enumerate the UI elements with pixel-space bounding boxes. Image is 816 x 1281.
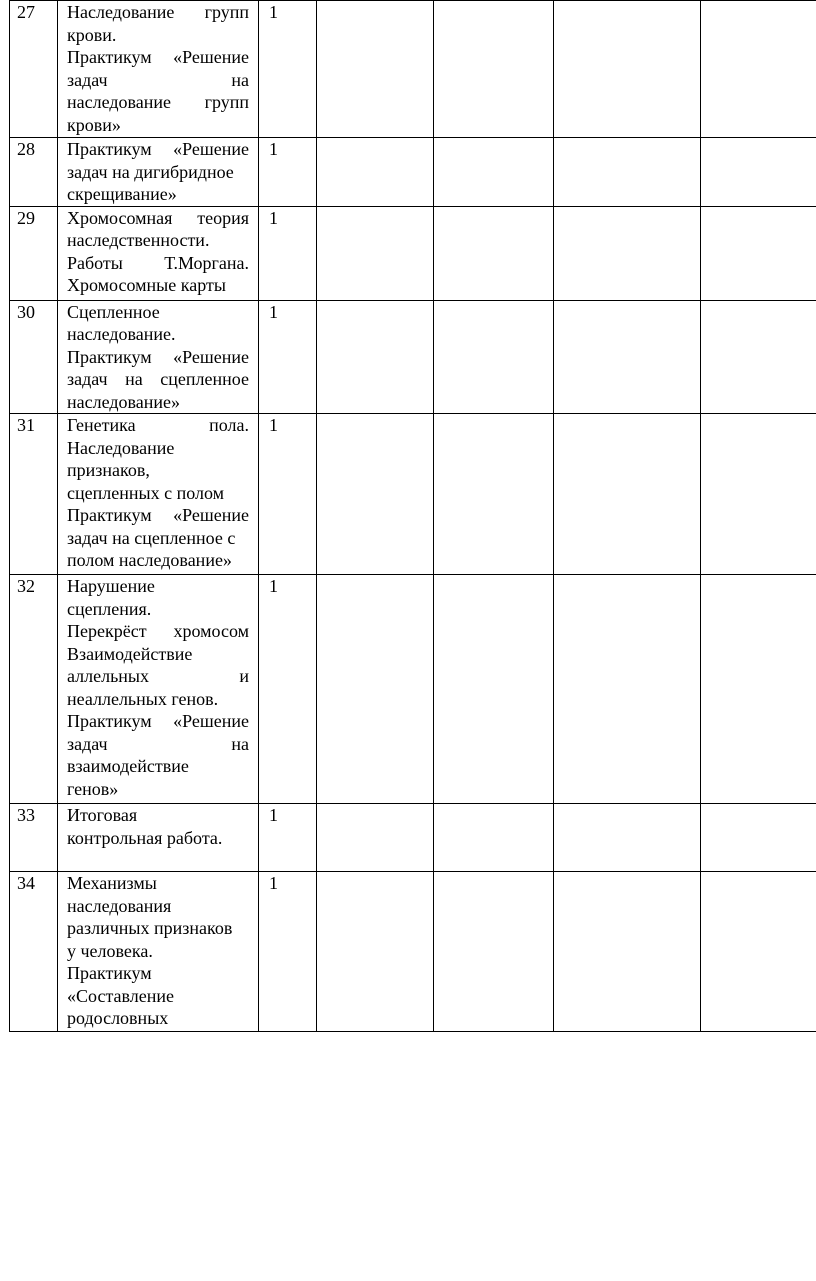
empty-cell bbox=[317, 804, 434, 872]
table-row bbox=[10, 206, 816, 300]
topic-line bbox=[67, 414, 249, 437]
topic-line bbox=[67, 733, 249, 756]
topic-word: Нарушение bbox=[67, 576, 155, 596]
empty-cell bbox=[701, 414, 816, 575]
topic-word: различных признаков bbox=[67, 918, 233, 938]
empty-cell bbox=[434, 804, 554, 872]
table-body bbox=[10, 1, 816, 1032]
topic-line bbox=[67, 138, 249, 161]
topic-line bbox=[67, 643, 249, 666]
table-row bbox=[10, 575, 816, 804]
table-row bbox=[10, 414, 816, 575]
topic-word: и bbox=[239, 666, 249, 686]
topic-line bbox=[67, 183, 249, 206]
empty-cell bbox=[701, 804, 816, 872]
topic-word: неаллельных генов. bbox=[67, 688, 219, 709]
lesson-hours-cell bbox=[259, 575, 317, 804]
topic-line bbox=[67, 665, 249, 688]
topic-line bbox=[67, 207, 249, 230]
topic-word: Практикум bbox=[67, 963, 152, 983]
topic-word: сцепленное bbox=[160, 369, 249, 389]
topic-word: «Решение bbox=[173, 711, 249, 731]
topic-line bbox=[67, 985, 249, 1008]
topic-word: наследование. bbox=[67, 324, 176, 344]
empty-cell bbox=[317, 206, 434, 300]
topic-word: «Решение bbox=[173, 505, 249, 525]
topic-word: Практикум bbox=[67, 711, 152, 731]
topic-word: Сцепленное bbox=[67, 301, 160, 322]
lesson-topic-cell bbox=[58, 575, 259, 804]
topic-word: признаков, bbox=[67, 460, 150, 480]
lesson-number-cell: 27 bbox=[10, 1, 58, 138]
topic-word: Практикум bbox=[67, 505, 152, 525]
empty-cell bbox=[701, 872, 816, 1032]
topic-line bbox=[67, 46, 249, 69]
topic-word: Генетика bbox=[67, 415, 136, 435]
lesson-number-cell: 33 bbox=[10, 804, 58, 872]
topic-word: наследование bbox=[67, 92, 172, 112]
topic-line bbox=[67, 804, 249, 827]
lesson-hours-value: 1 bbox=[269, 873, 278, 893]
empty-cell bbox=[434, 206, 554, 300]
topic-word: Механизмы bbox=[67, 873, 157, 893]
topic-word: Хромосомные карты bbox=[67, 275, 226, 295]
topic-line bbox=[67, 549, 249, 572]
lesson-topic-cell bbox=[58, 1, 259, 138]
topic-line bbox=[67, 323, 249, 346]
empty-cell bbox=[554, 804, 701, 872]
topic-word: крови» bbox=[67, 114, 121, 135]
topic-word: наследование» bbox=[67, 391, 181, 412]
lesson-topic-cell bbox=[58, 300, 259, 414]
topic-word: Наследование bbox=[67, 2, 175, 22]
lesson-hours-value: 1 bbox=[269, 805, 278, 825]
topic-word: «Решение bbox=[173, 47, 249, 67]
lesson-topic-text bbox=[58, 301, 258, 414]
topic-line bbox=[67, 710, 249, 733]
topic-line bbox=[67, 755, 249, 778]
lesson-hours-value: 1 bbox=[269, 207, 278, 228]
topic-word: наследственности. bbox=[67, 230, 210, 250]
topic-word: наследования bbox=[67, 895, 172, 916]
table-row bbox=[10, 138, 816, 207]
lesson-hours-value: 1 bbox=[269, 301, 278, 322]
topic-line bbox=[67, 91, 249, 114]
empty-cell bbox=[434, 872, 554, 1032]
topic-word: Наследование bbox=[67, 437, 175, 458]
topic-word: Практикум bbox=[67, 47, 152, 67]
lesson-topic-text bbox=[58, 207, 258, 297]
lesson-number-cell: 34 bbox=[10, 872, 58, 1032]
topic-line bbox=[67, 778, 249, 801]
topic-line bbox=[67, 827, 249, 850]
lesson-hours-cell bbox=[259, 804, 317, 872]
topic-line bbox=[67, 504, 249, 527]
topic-line bbox=[67, 917, 249, 940]
lesson-number-cell: 28 bbox=[10, 138, 58, 207]
lesson-topic-cell bbox=[58, 872, 259, 1032]
topic-line bbox=[67, 368, 249, 391]
lesson-hours-cell bbox=[259, 300, 317, 414]
topic-line bbox=[67, 598, 249, 621]
table-row bbox=[10, 300, 816, 414]
lesson-hours-value: 1 bbox=[269, 415, 278, 435]
topic-word: Работы bbox=[67, 252, 123, 273]
topic-word: сцепленных с полом bbox=[67, 482, 224, 503]
topic-word: «Решение bbox=[173, 139, 249, 159]
empty-cell bbox=[434, 575, 554, 804]
lesson-hours-cell bbox=[259, 872, 317, 1032]
empty-cell bbox=[317, 575, 434, 804]
empty-cell bbox=[317, 414, 434, 575]
lesson-hours-value: 1 bbox=[269, 576, 278, 596]
empty-cell bbox=[434, 138, 554, 207]
lesson-hours-value: 1 bbox=[269, 139, 278, 159]
topic-line bbox=[67, 391, 249, 414]
topic-word: на bbox=[231, 69, 249, 90]
topic-word: Практикум bbox=[67, 139, 152, 159]
table-row bbox=[10, 804, 816, 872]
lesson-topic-text bbox=[58, 804, 258, 849]
topic-line bbox=[67, 962, 249, 985]
topic-line bbox=[67, 895, 249, 918]
topic-line bbox=[67, 252, 249, 275]
topic-line bbox=[67, 872, 249, 895]
topic-line bbox=[67, 940, 249, 963]
empty-cell bbox=[554, 872, 701, 1032]
lesson-hours-cell bbox=[259, 414, 317, 575]
topic-line bbox=[67, 274, 249, 297]
topic-word: Перекрёст bbox=[67, 621, 147, 641]
lesson-topic-text bbox=[58, 138, 258, 206]
empty-cell bbox=[434, 300, 554, 414]
topic-word: Т.Моргана. bbox=[164, 252, 249, 273]
topic-line bbox=[67, 1007, 249, 1030]
topic-word: генов» bbox=[67, 778, 119, 799]
topic-word: Хромосомная bbox=[67, 207, 173, 228]
lesson-number-cell: 29 bbox=[10, 206, 58, 300]
topic-word: сцепления. bbox=[67, 598, 152, 619]
empty-cell bbox=[701, 575, 816, 804]
empty-cell bbox=[701, 1, 816, 138]
lesson-topic-text bbox=[58, 1, 258, 136]
topic-word: аллельных bbox=[67, 666, 150, 686]
topic-line bbox=[67, 688, 249, 711]
topic-word: хромосом bbox=[173, 621, 249, 641]
lesson-hours-cell bbox=[259, 206, 317, 300]
topic-line bbox=[67, 482, 249, 505]
topic-word: полом наследование» bbox=[67, 550, 232, 570]
lesson-topic-cell bbox=[58, 414, 259, 575]
lesson-hours-value: 1 bbox=[269, 2, 278, 22]
empty-cell bbox=[434, 1, 554, 138]
topic-word: на bbox=[125, 369, 143, 389]
topic-word: у человека. bbox=[67, 940, 153, 961]
topic-word: теория bbox=[197, 207, 249, 228]
lesson-hours-cell bbox=[259, 138, 317, 207]
topic-line bbox=[67, 1, 249, 24]
topic-line bbox=[67, 437, 249, 460]
empty-cell bbox=[701, 138, 816, 207]
lesson-topic-cell bbox=[58, 138, 259, 207]
lesson-hours-cell bbox=[259, 1, 317, 138]
topic-line bbox=[67, 575, 249, 598]
topic-word: задач на сцепленное с bbox=[67, 527, 236, 548]
empty-cell bbox=[554, 575, 701, 804]
topic-word: пола. bbox=[209, 415, 249, 435]
empty-cell bbox=[554, 1, 701, 138]
topic-line bbox=[67, 301, 249, 324]
table-row bbox=[10, 872, 816, 1032]
topic-line bbox=[67, 620, 249, 643]
empty-cell bbox=[317, 1, 434, 138]
topic-line bbox=[67, 459, 249, 482]
empty-cell bbox=[554, 138, 701, 207]
topic-word: задач bbox=[67, 369, 108, 389]
lesson-topic-text bbox=[58, 575, 258, 800]
topic-line bbox=[67, 527, 249, 550]
empty-cell bbox=[554, 300, 701, 414]
topic-word: групп bbox=[204, 92, 249, 112]
topic-word: задач bbox=[67, 733, 108, 754]
lesson-topic-text bbox=[58, 414, 258, 572]
topic-word: скрещивание» bbox=[67, 184, 177, 204]
topic-line bbox=[67, 24, 249, 47]
lesson-topic-text bbox=[58, 872, 258, 1030]
topic-word: родословных bbox=[67, 1008, 169, 1028]
empty-cell bbox=[554, 414, 701, 575]
topic-word: групп bbox=[204, 2, 249, 22]
lesson-topic-cell bbox=[58, 206, 259, 300]
lesson-number-cell: 31 bbox=[10, 414, 58, 575]
table-row bbox=[10, 1, 816, 138]
topic-line bbox=[67, 229, 249, 252]
topic-line bbox=[67, 161, 249, 184]
topic-word: «Составление bbox=[67, 985, 175, 1006]
empty-cell bbox=[701, 300, 816, 414]
topic-word: контрольная работа. bbox=[67, 827, 223, 848]
lesson-number-cell: 32 bbox=[10, 575, 58, 804]
empty-cell bbox=[554, 206, 701, 300]
topic-word: Итоговая bbox=[67, 805, 138, 825]
empty-cell bbox=[317, 300, 434, 414]
topic-word: «Решение bbox=[173, 346, 249, 367]
lesson-plan-table bbox=[9, 0, 816, 1032]
empty-cell bbox=[434, 414, 554, 575]
topic-word: на bbox=[231, 733, 249, 754]
empty-cell bbox=[317, 872, 434, 1032]
topic-word: задач на дигибридное bbox=[67, 161, 234, 182]
lesson-topic-cell bbox=[58, 804, 259, 872]
topic-word: взаимодействие bbox=[67, 756, 189, 776]
lesson-number-cell: 30 bbox=[10, 300, 58, 414]
topic-line bbox=[67, 114, 249, 137]
topic-word: крови. bbox=[67, 24, 117, 45]
topic-line bbox=[67, 69, 249, 92]
empty-cell bbox=[701, 206, 816, 300]
empty-cell bbox=[317, 138, 434, 207]
topic-word: задач bbox=[67, 69, 108, 90]
topic-word: Практикум bbox=[67, 346, 152, 367]
topic-word: Взаимодействие bbox=[67, 643, 193, 664]
topic-line bbox=[67, 346, 249, 369]
